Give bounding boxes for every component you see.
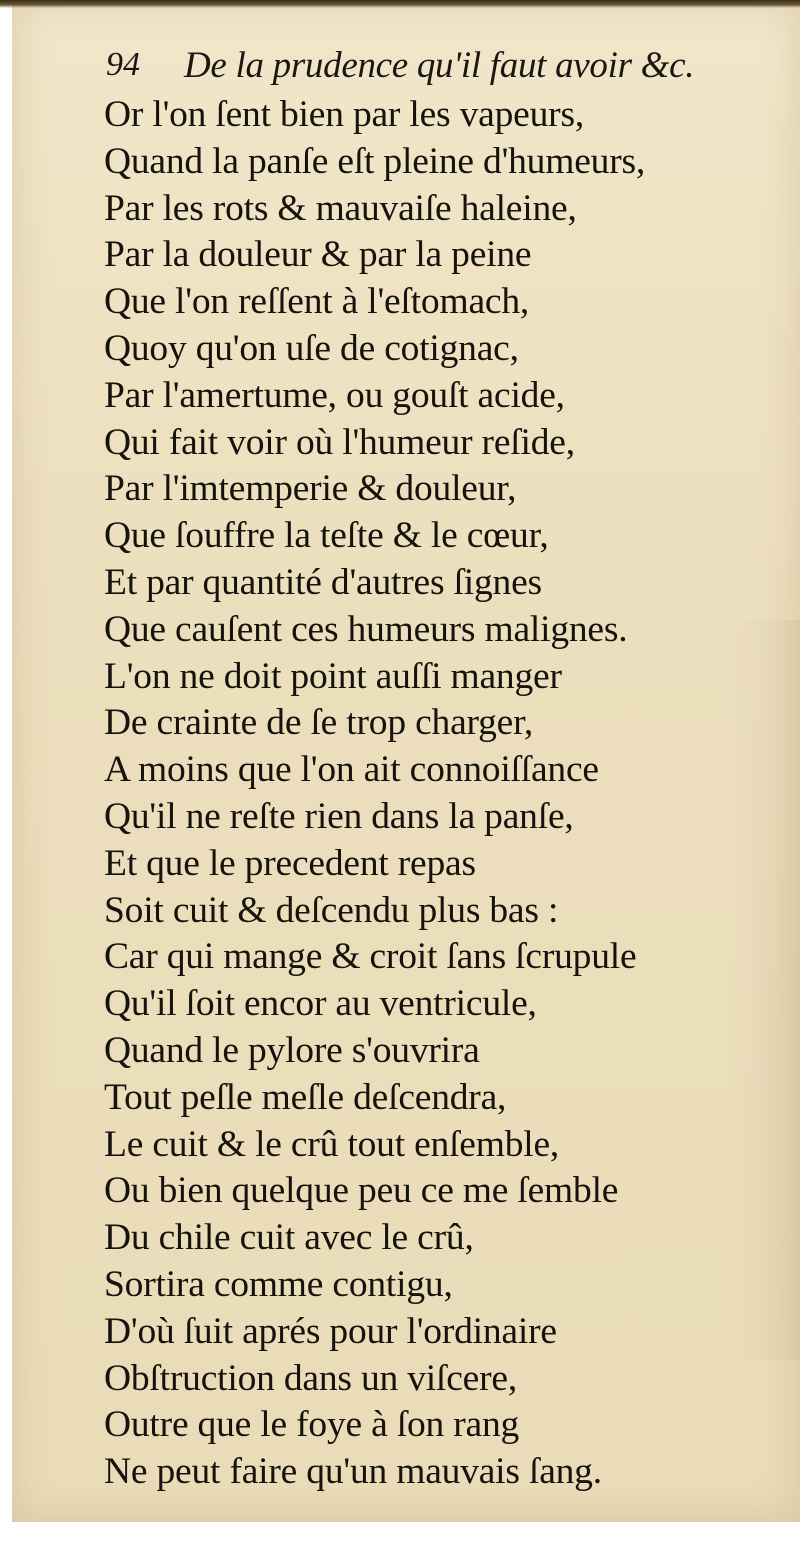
verse-line: Qu'il ſoit encor au ventricule,: [104, 983, 537, 1025]
page-top-edge: [0, 0, 800, 8]
verse-line: Du chile cuit avec le crû,: [104, 1217, 474, 1259]
verse-line: De crainte de ſe trop charger,: [104, 702, 534, 744]
verse-line: Quand le pylore s'ouvrira: [104, 1029, 480, 1071]
verse-line: Quand la panſe eſt pleine d'humeurs,: [104, 140, 646, 182]
verse-line: Obſtruction dans un viſcere,: [104, 1357, 518, 1399]
verse-block: [104, 92, 764, 1496]
verse-line: Qui fait voir où l'humeur reſide,: [104, 421, 575, 463]
verse-line: Outre que le foye à ſon rang: [104, 1404, 520, 1446]
verse-line: Tout peſle meſle deſcendra,: [104, 1076, 507, 1118]
verse-line: Qu'il ne reſte rien dans la panſe,: [104, 795, 574, 837]
verse-line: Ou bien quelque peu ce me ſemble: [104, 1170, 619, 1212]
verse-line: D'où ſuit aprés pour l'ordinaire: [104, 1310, 557, 1352]
page-number: 94: [106, 46, 140, 83]
verse-line: A moins que l'on ait connoiſſance: [104, 749, 599, 791]
verse-line: Par l'amertume, ou gouſt acide,: [104, 374, 565, 416]
verse-line: Le cuit & le crû tout enſemble,: [104, 1123, 560, 1165]
verse-line: Sortira comme contigu,: [104, 1263, 453, 1305]
verse-line: Ne peut faire qu'un mauvais ſang.: [104, 1451, 602, 1493]
verse-line: Car qui mange & croit ſans ſcrupule: [104, 936, 637, 978]
verse-line: Et par quantité d'autres ſignes: [104, 561, 542, 603]
verse-line: L'on ne doit point auſſi manger: [104, 655, 562, 697]
verse-line: Que cauſent ces humeurs malignes.: [104, 608, 628, 650]
verse-line: Par l'imtemperie & douleur,: [104, 468, 517, 510]
verse-line: Par les rots & mauvaiſe haleine,: [104, 187, 577, 229]
verse-line: Que l'on reſſent à l'eſtomach,: [104, 281, 530, 323]
running-title: De la prudence qu'il faut avoir &c.: [184, 45, 695, 86]
verse-line: Quoy qu'on uſe de cotignac,: [104, 327, 519, 369]
verse-line: Soit cuit & deſcendu plus bas :: [104, 889, 559, 931]
verse-line: Que ſouffre la teſte & le cœur,: [104, 515, 549, 557]
verse-line: Par la douleur & par la peine: [104, 234, 532, 276]
verse-line: Or l'on ſent bien par les vapeurs,: [104, 94, 585, 135]
page-header: [106, 42, 766, 92]
verse-line: Et que le precedent repas: [104, 842, 476, 884]
